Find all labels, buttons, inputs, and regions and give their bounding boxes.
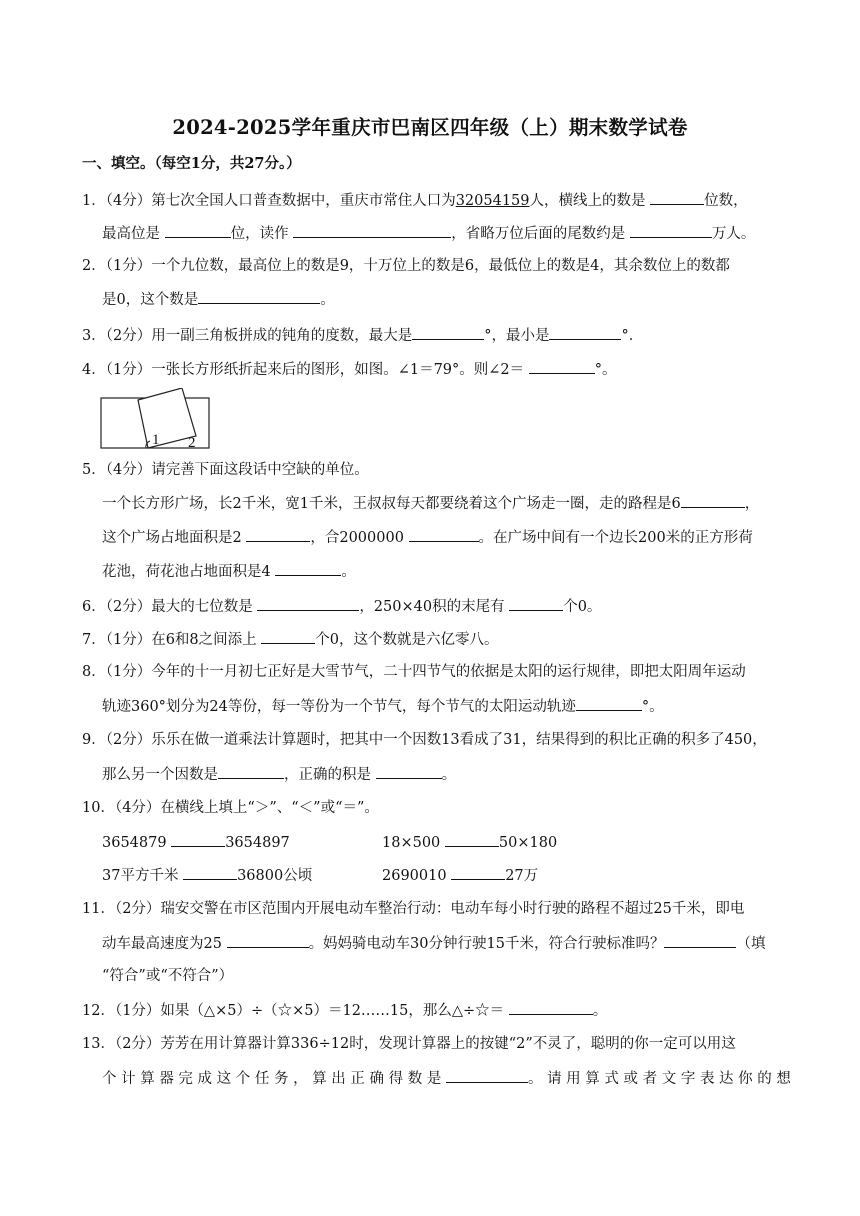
q6-blank-largest[interactable]: [257, 596, 359, 611]
q11-text-b: 动车最高速度为25: [102, 936, 222, 952]
q8-blank-degrees[interactable]: [576, 696, 642, 711]
question-2-line-2: [102, 289, 335, 310]
question-5-line-4: [102, 561, 356, 582]
q11-text-c: 。妈妈骑电动车30分钟行驶15千米，符合行驶标准吗？: [308, 936, 665, 952]
question-6: [82, 596, 601, 617]
q10-blank-2[interactable]: [445, 832, 499, 847]
question-2-line-1: 2．（1分）一个九位数，最高位上的数是9，十万位上的数是6，最低位上的数是4，其余数位上的数都: [82, 258, 730, 274]
q1-text-g: 万人。: [711, 226, 756, 242]
question-7: [82, 629, 499, 650]
question-5-line-3: [102, 527, 753, 548]
angle-1-label: 1: [152, 432, 160, 448]
q10-r2-right-2: 27万: [505, 868, 539, 884]
q10-r1-left: 3654879: [102, 835, 167, 851]
question-5-line-1: 5．（4分）请完善下面这段话中空缺的单位。: [82, 462, 369, 478]
q9-blank-product[interactable]: [376, 764, 442, 779]
q8-text-b: 轨迹360°划分为24等份，每一等份为一个节气，每个节气的太阳运动轨迹: [102, 699, 576, 715]
q9-text-c: ，正确的积是: [284, 767, 371, 783]
q4-blank-angle2[interactable]: [529, 359, 595, 374]
q12-text-b: 。: [592, 1003, 608, 1019]
q11-blank-answer[interactable]: [664, 933, 736, 948]
q9-blank-factor[interactable]: [218, 764, 284, 779]
folded-paper-figure: [100, 388, 212, 452]
q1-text-b: 人，横线上的数是: [529, 193, 646, 209]
q2-text-b: 是0，这个数是: [102, 292, 199, 308]
q7-text-a: 7．（1分）在6和8之间添上: [82, 632, 257, 648]
q1-text-e: 位，读作: [230, 226, 289, 242]
q1-text-d: 最高位是: [102, 226, 160, 242]
question-4: [82, 359, 617, 380]
q10-r1-right-2: 50×180: [498, 835, 558, 851]
page-title: 2024-2025学年重庆市巴南区四年级（上）期末数学试卷: [172, 116, 688, 139]
q10-blank-1[interactable]: [171, 832, 225, 847]
q10-blank-3[interactable]: [183, 865, 237, 880]
question-1-line-1: [82, 190, 748, 211]
q1-blank-highest-place[interactable]: [165, 223, 231, 238]
q10-r2-left: 37平方千米: [102, 868, 179, 884]
question-13-line-1: 13．（2分）芳芳在用计算器计算336÷12时，发现计算器上的按键“2”不灵了，聪明的你一定可以用这: [82, 1036, 736, 1052]
q3-text-c: °．: [621, 328, 644, 344]
q10-compare-3: [102, 865, 312, 886]
q1-blank-approx[interactable]: [630, 223, 712, 238]
q1-blank-digits[interactable]: [650, 190, 704, 205]
q6-text-a: 6．（2分）最大的七位数是: [82, 599, 253, 615]
q5-blank-distance-unit[interactable]: [681, 493, 745, 508]
q5-blank-area-unit[interactable]: [246, 527, 310, 542]
question-13-line-2: [102, 1068, 791, 1089]
q13-blank-result[interactable]: [446, 1068, 528, 1083]
q8-text-c: °。: [641, 699, 664, 715]
q5-text-e: ，合2000000: [310, 530, 404, 546]
q2-text-c: 。: [320, 292, 335, 308]
q1-text-c: 位数，: [704, 193, 748, 209]
q1-underlined-number: 32054159: [455, 193, 530, 209]
q13-text-b: 个 计 算 器 完 成 这 个 任 务 ， 算 出 正 确 得 数 是: [102, 1071, 442, 1087]
q10-blank-4[interactable]: [451, 865, 505, 880]
section-heading: 一、填空。（每空1分，共27分。）: [82, 155, 301, 172]
q10-r1-left-2: 18×500: [382, 835, 441, 851]
q9-text-b: 那么另一个因数是: [102, 767, 218, 783]
q7-text-b: 个0，这个数就是六亿零八。: [315, 632, 499, 648]
angle-2-label: 2: [188, 435, 196, 451]
q1-text-f: ，省略万位后面的尾数约是: [451, 226, 626, 242]
q5-blank-pond-unit[interactable]: [275, 561, 341, 576]
q9-text-d: 。: [441, 767, 457, 783]
question-10: 10．（4分）在横线上填上“＞”、“＜”或“＝”。: [82, 800, 379, 816]
q3-text-a: 3．（2分）用一副三角板拼成的钝角的度数，最大是: [82, 328, 413, 344]
q10-r1-right: 3654897: [225, 835, 290, 851]
question-3: [82, 325, 643, 346]
question-5-line-2: [102, 493, 759, 514]
q5-text-d: 这个广场占地面积是2: [102, 530, 242, 546]
q2-blank-number[interactable]: [198, 289, 320, 304]
q11-text-d: （填: [736, 936, 766, 952]
q5-text-h: 。: [341, 564, 356, 580]
q12-blank-quotient[interactable]: [509, 1000, 593, 1015]
q5-text-c: ，: [744, 496, 760, 512]
q10-compare-2: [382, 832, 557, 853]
q4-text-b: °。: [594, 362, 617, 378]
q4-text-a: 4．（1分）一张长方形纸折起来后的图形，如图。∠1＝79°。则∠2＝: [82, 362, 525, 378]
q7-blank-zeros[interactable]: [261, 629, 315, 644]
q10-compare-4: [382, 865, 538, 886]
question-11-line-1: 11．（2分）瑞安交警在市区范围内开展电动车整治行动：电动车每小时行驶的路程不超过25千米，即电: [82, 901, 745, 917]
q10-r2-left-2: 2690010: [382, 868, 447, 884]
q11-blank-speed-unit[interactable]: [227, 933, 309, 948]
question-11-line-3: “符合”或“不符合”）: [102, 968, 234, 984]
q3-blank-max[interactable]: [412, 325, 484, 340]
question-8-line-1: 8．（1分）今年的十一月初七正好是大雪节气，二十四节气的依据是太阳的运行规律，即把太阳周年运动: [82, 664, 746, 680]
q5-text-f: 。在广场中间有一个边长200米的正方形荷: [478, 530, 753, 546]
question-1-line-2: [102, 223, 755, 244]
q13-text-c: 。 请 用 算 式 或 者 文 字 表 达 你 的 想: [527, 1071, 791, 1087]
q6-blank-zeros[interactable]: [509, 596, 563, 611]
question-11-line-2: [102, 933, 765, 954]
q10-r2-right: 36800公顷: [237, 868, 313, 884]
q5-text-b: 一个长方形广场，长2千米，宽1千米，王叔叔每天都要绕着这个广场走一圈，走的路程是6: [102, 496, 681, 512]
question-12: [82, 1000, 607, 1021]
q1-text-a: 1．（4分）第七次全国人口普查数据中，重庆市常住人口为: [82, 193, 456, 209]
question-8-line-2: [102, 696, 664, 717]
q3-text-b: °，最小是: [484, 328, 550, 344]
q5-blank-area-unit-2[interactable]: [409, 527, 479, 542]
q6-text-c: 个0。: [563, 599, 602, 615]
q6-text-b: ，250×40积的末尾有: [359, 599, 505, 615]
q1-blank-reading[interactable]: [293, 223, 451, 238]
question-9-line-1: 9．（2分）乐乐在做一道乘法计算题时，把其中一个因数13看成了31，结果得到的积比正确的积多了450，: [82, 732, 767, 748]
q3-blank-min[interactable]: [549, 325, 621, 340]
q12-text-a: 12．（1分）如果（△×5）÷（☆×5）＝12……15，那么△÷☆＝: [82, 1003, 505, 1019]
q10-compare-1: [102, 832, 290, 853]
q5-text-g: 花池，荷花池占地面积是4: [102, 564, 271, 580]
question-9-line-2: [102, 764, 456, 785]
